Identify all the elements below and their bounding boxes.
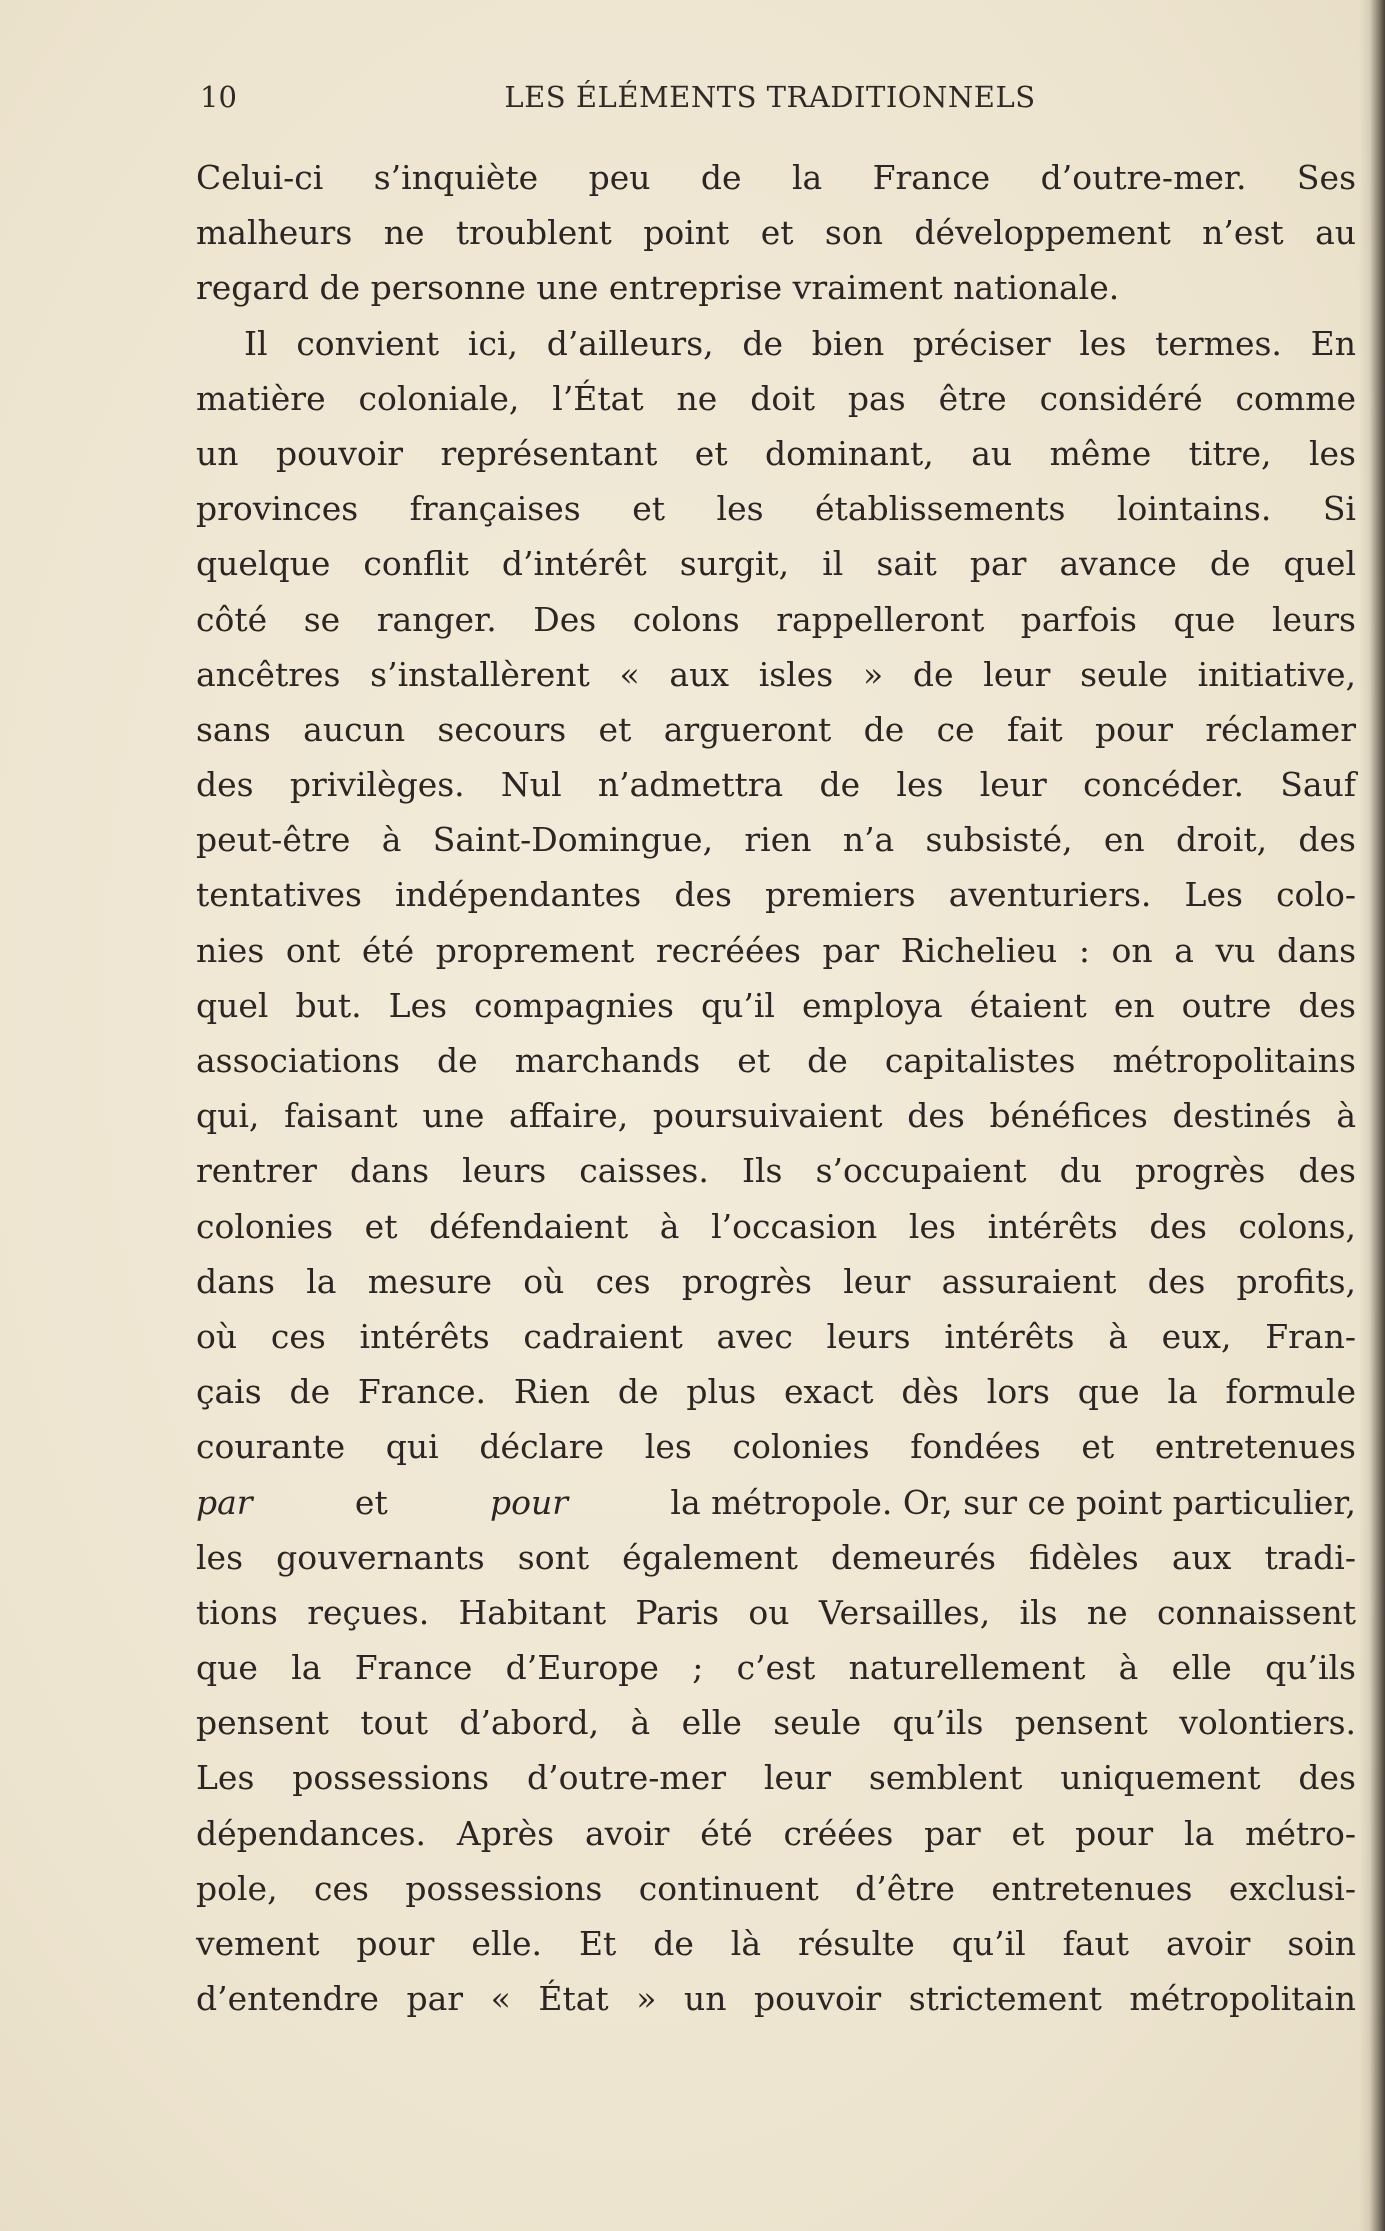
- italic-word: pour: [490, 1482, 569, 1522]
- page-edge-shadow: [1359, 0, 1385, 2231]
- text-line: malheurs ne troublent point et son développement n’est au: [196, 213, 1356, 253]
- text-line: Les possessions d’outre-mer leur semblent uniquement des: [196, 1758, 1356, 1798]
- text-line: dépendances. Après avoir été créées par et pour la métro-: [196, 1813, 1356, 1853]
- text-line: rentrer dans leurs caisses. Ils s’occupaient du progrès des: [196, 1151, 1356, 1191]
- text-line: Il convient ici, d’ailleurs, de bien préciser les termes. En: [244, 323, 1356, 363]
- text-line: matière coloniale, l’État ne doit pas être considéré comme: [196, 378, 1356, 418]
- text-line: quelque conflit d’intérêt surgit, il sait par avance de quel: [196, 544, 1356, 584]
- text-line: provinces françaises et les établissements lointains. Si: [196, 489, 1356, 529]
- text-line-with-italics: [196, 1475, 1356, 1530]
- text-line: ancêtres s’installèrent « aux isles » de leur seule initiative,: [196, 654, 1356, 694]
- text-line: des privilèges. Nul n’admettra de les leur concéder. Sauf: [196, 765, 1356, 805]
- text-line: côté se ranger. Des colons rappelleront parfois que leurs: [196, 599, 1356, 639]
- text-line: un pouvoir représentant et dominant, au même titre, les: [196, 433, 1356, 473]
- italic-word: par: [196, 1482, 253, 1522]
- text-line: que la France d’Europe ; c’est naturellement à elle qu’ils: [196, 1648, 1356, 1688]
- page-header: [196, 80, 1344, 120]
- text-line: pole, ces possessions continuent d’être entretenues exclusi-: [196, 1868, 1356, 1908]
- text-line: sans aucun secours et argueront de ce fait pour réclamer: [196, 709, 1356, 749]
- text-line: nies ont été proprement recréées par Richelieu : on a vu dans: [196, 930, 1356, 970]
- text-line: colonies et défendaient à l’occasion les intérêts des colons,: [196, 1206, 1356, 1246]
- text-line: vement pour elle. Et de là résulte qu’il faut avoir soin: [196, 1924, 1356, 1963]
- text-line: regard de personne une entreprise vraiment nationale.: [196, 268, 1120, 308]
- text-line: dans la mesure où ces progrès leur assuraient des profits,: [196, 1261, 1356, 1301]
- text-line: peut-être à Saint-Domingue, rien n’a subsisté, en droit, des: [196, 820, 1356, 860]
- text-line: çais de France. Rien de plus exact dès lors que la formule: [196, 1372, 1356, 1412]
- page-number: 10: [200, 80, 237, 114]
- text-line: pensent tout d’abord, à elle seule qu’ils pensent volontiers.: [196, 1703, 1356, 1743]
- text-line: tions reçues. Habitant Paris ou Versailles, ils ne connaissent: [196, 1592, 1356, 1632]
- text-fragment: la métropole. Or, sur ce point particulier,: [659, 1482, 1356, 1522]
- text-line: associations de marchands et de capitalistes métropolitains: [196, 1041, 1356, 1080]
- text-line: Celui-ci s’inquiète peu de la France d’outre-mer. Ses: [196, 158, 1356, 197]
- text-line: d’entendre par « État » un pouvoir strictement métropolitain: [196, 1979, 1356, 2019]
- text-line: qui, faisant une affaire, poursuivaient des bénéfices destinés à: [196, 1096, 1356, 1136]
- text-line: tentatives indépendantes des premiers aventuriers. Les colo-: [196, 875, 1356, 915]
- text-line: où ces intérêts cadraient avec leurs intérêts à eux, Fran-: [196, 1316, 1356, 1356]
- text-line: courante qui déclare les colonies fondées et entretenues: [196, 1427, 1356, 1467]
- text-line: les gouvernants sont également demeurés fidèles aux tradi-: [196, 1537, 1356, 1577]
- text-fragment: et: [344, 1482, 399, 1522]
- running-title: LES ÉLÉMENTS TRADITIONNELS: [504, 80, 1036, 114]
- text-line: quel but. Les compagnies qu’il employa étaient en outre des: [196, 985, 1356, 1025]
- body-text: [196, 150, 1356, 2026]
